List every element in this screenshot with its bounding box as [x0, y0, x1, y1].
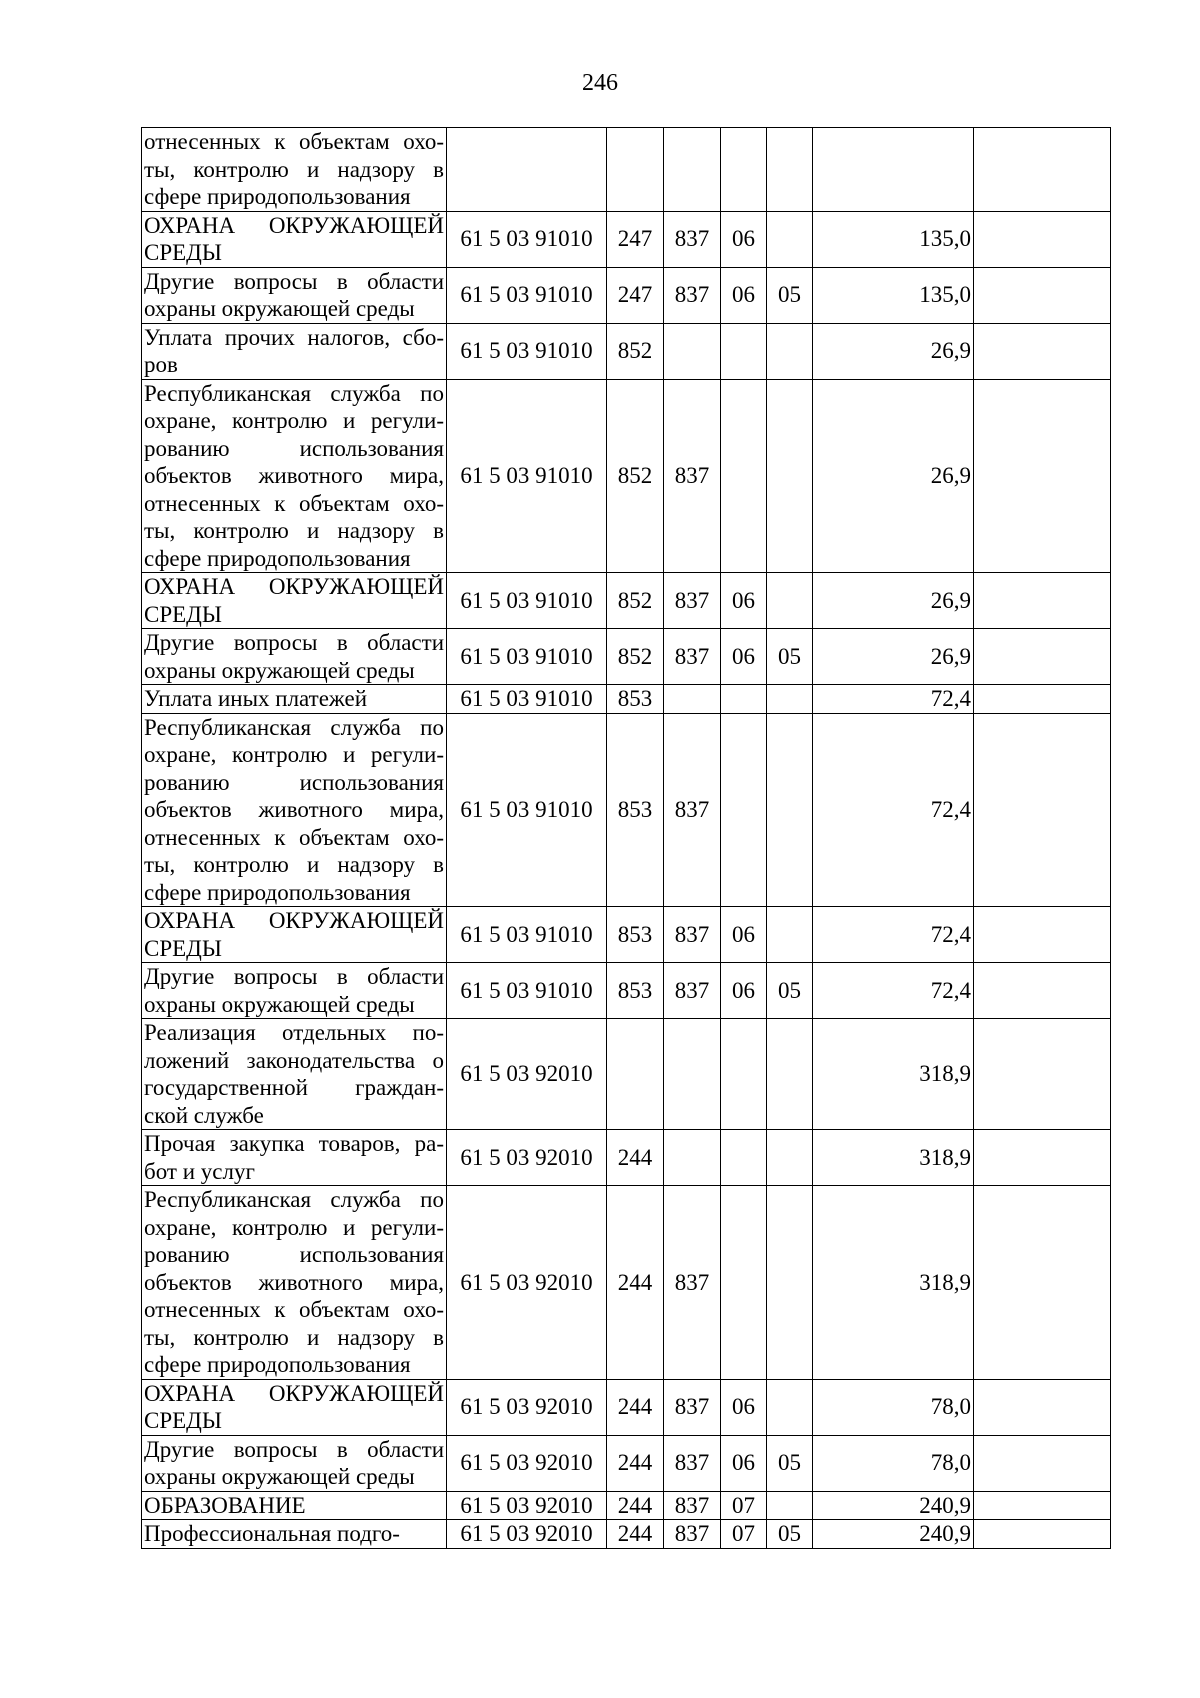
- administrator-code-cell: 837: [664, 1186, 721, 1380]
- expense-type-cell: [607, 128, 664, 212]
- item-name-cell: Уплата прочих налогов, сбо-ров: [142, 323, 447, 379]
- budget-table: [141, 127, 1111, 1549]
- item-name-cell: ОХРАНА ОКРУЖАЮЩЕЙ СРЕДЫ: [142, 1379, 447, 1435]
- section-cell: 07: [721, 1491, 767, 1520]
- subsection-cell: [767, 1019, 813, 1130]
- section-cell: 06: [721, 907, 767, 963]
- target-article-cell: 61 5 03 91010: [447, 379, 607, 573]
- target-article-cell: 61 5 03 92010: [447, 1491, 607, 1520]
- target-article-cell: 61 5 03 91010: [447, 211, 607, 267]
- expense-type-cell: 852: [607, 323, 664, 379]
- item-name-cell: Республиканская служба по охране, контролю и регули-рованию использования объектов животного мира, отнесенных к объектам охо-ты, контролю и надзору в сфере природопользования: [142, 713, 447, 907]
- expense-type-cell: 852: [607, 629, 664, 685]
- section-cell: 06: [721, 1379, 767, 1435]
- administrator-code-cell: 837: [664, 267, 721, 323]
- table-row: [142, 629, 1111, 685]
- table-row: [142, 1186, 1111, 1380]
- expense-type-cell: 247: [607, 267, 664, 323]
- section-cell: [721, 685, 767, 714]
- section-cell: 07: [721, 1520, 767, 1549]
- subsection-cell: [767, 379, 813, 573]
- administrator-code-cell: 837: [664, 573, 721, 629]
- empty-cell: [974, 629, 1111, 685]
- amount-cell: 72,4: [813, 963, 974, 1019]
- subsection-cell: [767, 685, 813, 714]
- amount-cell: [813, 128, 974, 212]
- administrator-code-cell: 837: [664, 211, 721, 267]
- amount-cell: 72,4: [813, 685, 974, 714]
- empty-cell: [974, 379, 1111, 573]
- amount-cell: 78,0: [813, 1435, 974, 1491]
- amount-cell: 318,9: [813, 1019, 974, 1130]
- target-article-cell: 61 5 03 91010: [447, 629, 607, 685]
- section-cell: [721, 128, 767, 212]
- table-row: [142, 907, 1111, 963]
- subsection-cell: [767, 128, 813, 212]
- administrator-code-cell: [664, 128, 721, 212]
- empty-cell: [974, 963, 1111, 1019]
- table-row: [142, 1491, 1111, 1520]
- empty-cell: [974, 1435, 1111, 1491]
- empty-cell: [974, 1491, 1111, 1520]
- amount-cell: 72,4: [813, 907, 974, 963]
- expense-type-cell: 244: [607, 1379, 664, 1435]
- empty-cell: [974, 1379, 1111, 1435]
- item-name-cell: ОБРАЗОВАНИЕ: [142, 1491, 447, 1520]
- amount-cell: 240,9: [813, 1491, 974, 1520]
- target-article-cell: 61 5 03 92010: [447, 1379, 607, 1435]
- empty-cell: [974, 1520, 1111, 1549]
- table-body: [142, 128, 1111, 1549]
- empty-cell: [974, 323, 1111, 379]
- table-row: [142, 211, 1111, 267]
- administrator-code-cell: 837: [664, 1520, 721, 1549]
- amount-cell: 318,9: [813, 1186, 974, 1380]
- section-cell: 06: [721, 629, 767, 685]
- item-name-cell: Республиканская служба по охране, контролю и регули-рованию использования объектов животного мира, отнесенных к объектам охо-ты, контролю и надзору в сфере природопользования: [142, 1186, 447, 1380]
- item-name-cell: Реализация отдельных по-ложений законодательства о государственной граждан-ской службе: [142, 1019, 447, 1130]
- expense-type-cell: 853: [607, 963, 664, 1019]
- amount-cell: 26,9: [813, 629, 974, 685]
- expense-type-cell: 853: [607, 685, 664, 714]
- section-cell: [721, 1186, 767, 1380]
- administrator-code-cell: [664, 1130, 721, 1186]
- amount-cell: 72,4: [813, 713, 974, 907]
- empty-cell: [974, 907, 1111, 963]
- expense-type-cell: 244: [607, 1186, 664, 1380]
- empty-cell: [974, 128, 1111, 212]
- section-cell: [721, 1019, 767, 1130]
- administrator-code-cell: 837: [664, 379, 721, 573]
- expense-type-cell: 247: [607, 211, 664, 267]
- section-cell: 06: [721, 267, 767, 323]
- administrator-code-cell: 837: [664, 629, 721, 685]
- empty-cell: [974, 1130, 1111, 1186]
- empty-cell: [974, 1186, 1111, 1380]
- page-number: 246: [582, 70, 618, 96]
- amount-cell: 78,0: [813, 1379, 974, 1435]
- amount-cell: 240,9: [813, 1520, 974, 1549]
- target-article-cell: 61 5 03 91010: [447, 685, 607, 714]
- item-name-cell: Другие вопросы в области охраны окружающей среды: [142, 963, 447, 1019]
- administrator-code-cell: 837: [664, 1379, 721, 1435]
- table-row: [142, 1130, 1111, 1186]
- target-article-cell: 61 5 03 92010: [447, 1186, 607, 1380]
- subsection-cell: 05: [767, 267, 813, 323]
- table-row: [142, 1435, 1111, 1491]
- expense-type-cell: 853: [607, 907, 664, 963]
- item-name-cell: отнесенных к объектам охо-ты, контролю и надзору в сфере природопользования: [142, 128, 447, 212]
- item-name-cell: Профессиональная подго-: [142, 1520, 447, 1549]
- target-article-cell: 61 5 03 92010: [447, 1019, 607, 1130]
- target-article-cell: 61 5 03 91010: [447, 963, 607, 1019]
- expense-type-cell: 853: [607, 713, 664, 907]
- target-article-cell: 61 5 03 92010: [447, 1130, 607, 1186]
- expense-type-cell: [607, 1019, 664, 1130]
- empty-cell: [974, 573, 1111, 629]
- section-cell: 06: [721, 963, 767, 1019]
- administrator-code-cell: [664, 1019, 721, 1130]
- subsection-cell: [767, 323, 813, 379]
- administrator-code-cell: 837: [664, 907, 721, 963]
- item-name-cell: ОХРАНА ОКРУЖАЮЩЕЙ СРЕДЫ: [142, 573, 447, 629]
- subsection-cell: [767, 1186, 813, 1380]
- empty-cell: [974, 713, 1111, 907]
- item-name-cell: Уплата иных платежей: [142, 685, 447, 714]
- amount-cell: 26,9: [813, 323, 974, 379]
- amount-cell: 318,9: [813, 1130, 974, 1186]
- table-row: [142, 1019, 1111, 1130]
- item-name-cell: ОХРАНА ОКРУЖАЮЩЕЙ СРЕДЫ: [142, 907, 447, 963]
- administrator-code-cell: 837: [664, 1435, 721, 1491]
- administrator-code-cell: 837: [664, 713, 721, 907]
- target-article-cell: 61 5 03 91010: [447, 907, 607, 963]
- item-name-cell: Другие вопросы в области охраны окружающей среды: [142, 267, 447, 323]
- section-cell: 06: [721, 1435, 767, 1491]
- subsection-cell: [767, 573, 813, 629]
- empty-cell: [974, 211, 1111, 267]
- target-article-cell: 61 5 03 91010: [447, 573, 607, 629]
- empty-cell: [974, 267, 1111, 323]
- target-article-cell: 61 5 03 91010: [447, 713, 607, 907]
- amount-cell: 26,9: [813, 379, 974, 573]
- table-row: [142, 128, 1111, 212]
- administrator-code-cell: [664, 685, 721, 714]
- expense-type-cell: 852: [607, 379, 664, 573]
- subsection-cell: 05: [767, 1520, 813, 1549]
- expense-type-cell: 244: [607, 1435, 664, 1491]
- table-row: [142, 1520, 1111, 1549]
- expense-type-cell: 852: [607, 573, 664, 629]
- subsection-cell: 05: [767, 1435, 813, 1491]
- empty-cell: [974, 685, 1111, 714]
- target-article-cell: [447, 128, 607, 212]
- section-cell: [721, 379, 767, 573]
- table-row: [142, 573, 1111, 629]
- subsection-cell: [767, 1491, 813, 1520]
- subsection-cell: 05: [767, 963, 813, 1019]
- item-name-cell: Другие вопросы в области охраны окружающей среды: [142, 1435, 447, 1491]
- item-name-cell: Прочая закупка товаров, ра-бот и услуг: [142, 1130, 447, 1186]
- subsection-cell: [767, 211, 813, 267]
- section-cell: 06: [721, 573, 767, 629]
- empty-cell: [974, 1019, 1111, 1130]
- table-row: [142, 1379, 1111, 1435]
- item-name-cell: ОХРАНА ОКРУЖАЮЩЕЙ СРЕДЫ: [142, 211, 447, 267]
- target-article-cell: 61 5 03 92010: [447, 1520, 607, 1549]
- amount-cell: 26,9: [813, 573, 974, 629]
- subsection-cell: [767, 1130, 813, 1186]
- table-row: [142, 963, 1111, 1019]
- target-article-cell: 61 5 03 92010: [447, 1435, 607, 1491]
- table-row: [142, 323, 1111, 379]
- subsection-cell: [767, 713, 813, 907]
- section-cell: [721, 1130, 767, 1186]
- item-name-cell: Республиканская служба по охране, контролю и регули-рованию использования объектов животного мира, отнесенных к объектам охо-ты, контролю и надзору в сфере природопользования: [142, 379, 447, 573]
- expense-type-cell: 244: [607, 1491, 664, 1520]
- administrator-code-cell: 837: [664, 1491, 721, 1520]
- table-row: [142, 685, 1111, 714]
- amount-cell: 135,0: [813, 211, 974, 267]
- administrator-code-cell: 837: [664, 963, 721, 1019]
- subsection-cell: [767, 1379, 813, 1435]
- amount-cell: 135,0: [813, 267, 974, 323]
- section-cell: [721, 323, 767, 379]
- subsection-cell: 05: [767, 629, 813, 685]
- item-name-cell: Другие вопросы в области охраны окружающей среды: [142, 629, 447, 685]
- expense-type-cell: 244: [607, 1520, 664, 1549]
- table-row: [142, 713, 1111, 907]
- table-row: [142, 379, 1111, 573]
- table-row: [142, 267, 1111, 323]
- target-article-cell: 61 5 03 91010: [447, 267, 607, 323]
- administrator-code-cell: [664, 323, 721, 379]
- expense-type-cell: 244: [607, 1130, 664, 1186]
- target-article-cell: 61 5 03 91010: [447, 323, 607, 379]
- section-cell: [721, 713, 767, 907]
- section-cell: 06: [721, 211, 767, 267]
- subsection-cell: [767, 907, 813, 963]
